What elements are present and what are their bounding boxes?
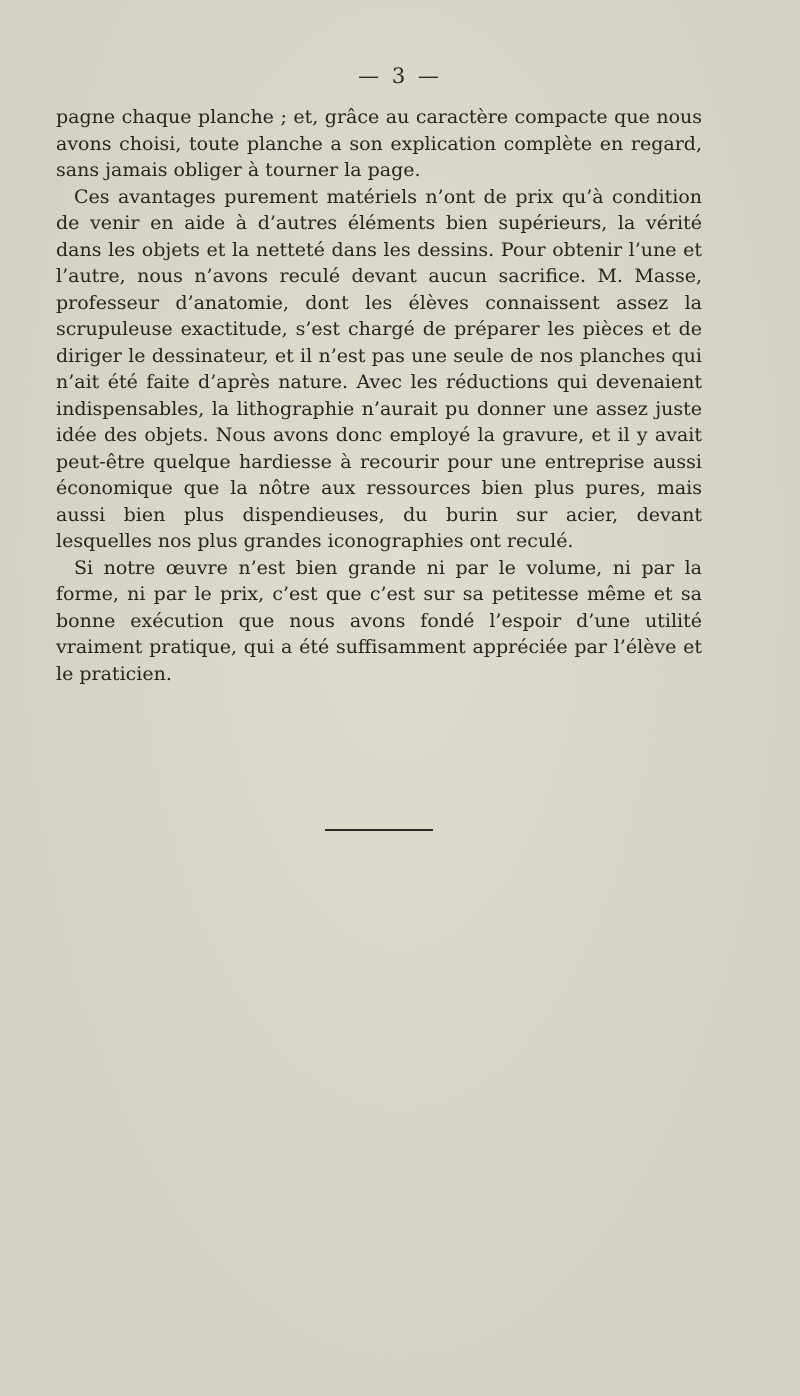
body-text bbox=[56, 104, 702, 687]
paragraph-continuation: pagne chaque planche ; et, grâce au caractère compacte que nous avons choisi, toute planche a son explication complète en regard, sans jamais obliger à tourner la page. bbox=[56, 106, 702, 181]
paragraph-advantages: Ces avantages purement matériels n’ont de prix qu’à condition de venir en aide à d’autres éléments bien supérieurs, la vérité dans les objets et la netteté dans les dessins. Pour obtenir l’une et l’autre, nous n’avons reculé devant aucun sacrifice. M. Masse, professeur d’anatomie, dont les élèves connaissent assez la scrupuleuse exactitude, s’est chargé de préparer les pièces et de diriger le dessinateur, et il n’est pas une seule de nos planches qui n’ait été faite d’après nature. Avec les réductions qui devenaient indispensables, la lithographie n’aurait pu donner une assez juste idée des objets. Nous avons donc employé la gravure, et il y avait peut-être quelque hardiesse à recourir pour une entreprise aussi économique que la nôtre aux ressources bien plus pures, mais aussi bien plus dispendieuses, du burin sur acier, devant lesquelles nos plus grandes iconographies ont reculé. bbox=[56, 185, 702, 552]
paragraph-conclusion: Si notre œuvre n’est bien grande ni par le volume, ni par la forme, ni par le prix, c’est que c’est sur sa petitesse même et sa bonne exécution que nous avons fondé l’espoir d’une utilité vraiment pratique, qui a été suffisamment appréciée par l’élève et le praticien. bbox=[56, 556, 702, 685]
section-divider bbox=[325, 829, 433, 831]
page-number: — 3 — bbox=[358, 64, 442, 88]
